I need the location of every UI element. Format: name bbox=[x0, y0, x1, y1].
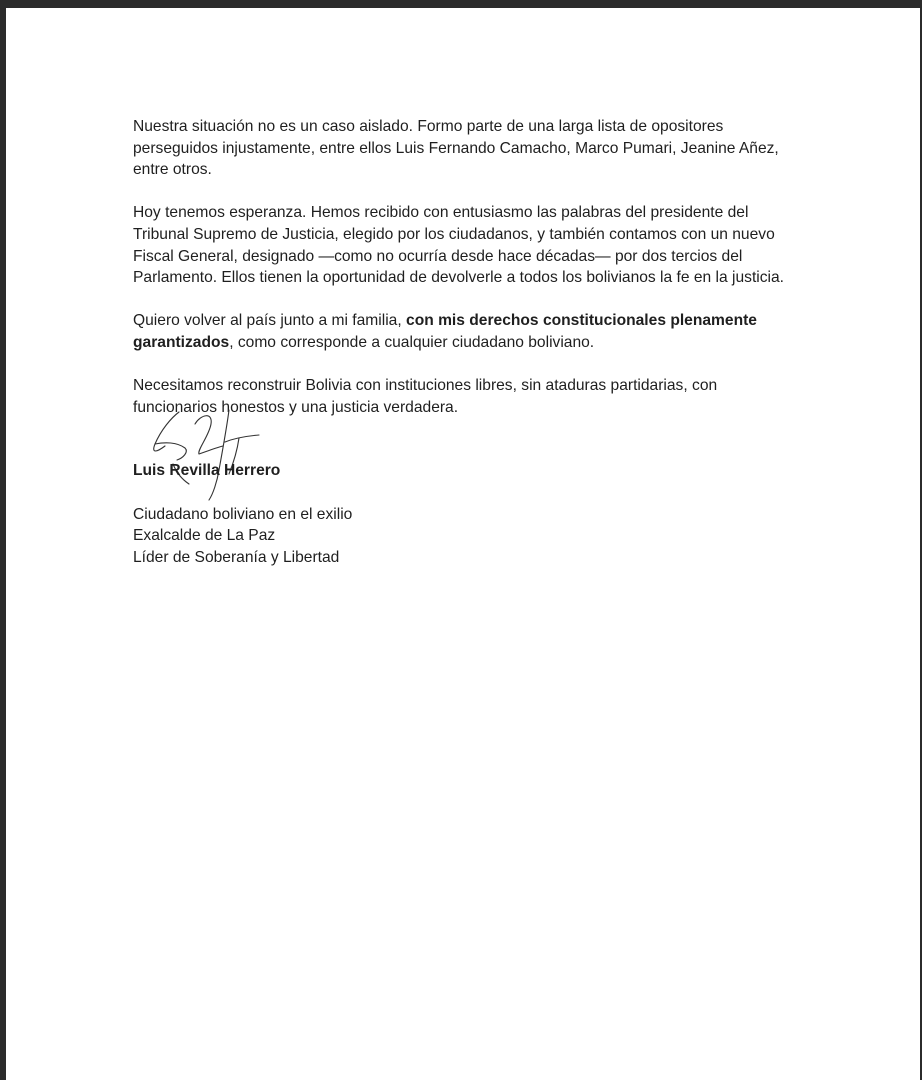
letter-body bbox=[133, 116, 793, 568]
paragraph-3-end: , como corresponde a cualquier ciudadano boliviano. bbox=[229, 333, 595, 351]
signer-title-line: Exalcalde de La Paz bbox=[133, 527, 276, 545]
signer-title-line: Ciudadano boliviano en el exilio bbox=[133, 505, 353, 523]
document-page bbox=[6, 8, 920, 1080]
paragraph-1: Nuestra situación no es un caso aislado. Formo parte de una larga lista de opositores perseguidos injustamente, entre ellos Luis Fernando Camacho, Marco Pumari, Jeanine Añez, entre otros. bbox=[133, 118, 779, 179]
signer-title-line: Líder de Soberanía y Libertad bbox=[133, 548, 340, 566]
paragraph-2: Hoy tenemos esperanza. Hemos recibido con entusiasmo las palabras del presidente del Tribunal Supremo de Justicia, elegido por los ciudadanos, y también contamos con un nuevo Fiscal General, designado —como no ocurría desde hace décadas— por dos tercios del Parlamento. Ellos tienen la oportunidad de devolverle a todos los bolivianos la fe en la justicia. bbox=[133, 204, 785, 287]
signer-name: Luis Revilla Herrero bbox=[133, 462, 281, 480]
signature-area bbox=[133, 416, 793, 460]
paragraph-3-bold: con mis derechos constitucionales plenamente garantizados bbox=[133, 312, 757, 351]
paragraph-3-start: Quiero volver al país junto a mi familia, bbox=[133, 312, 407, 330]
paragraph-3 bbox=[133, 310, 793, 353]
handwritten-signature bbox=[143, 408, 273, 503]
paragraph-4: Necesitamos reconstruir Bolivia con instituciones libres, sin ataduras partidarias, con funcionarios honestos y una justicia verdadera. bbox=[133, 377, 718, 416]
signer-titles bbox=[133, 504, 793, 569]
